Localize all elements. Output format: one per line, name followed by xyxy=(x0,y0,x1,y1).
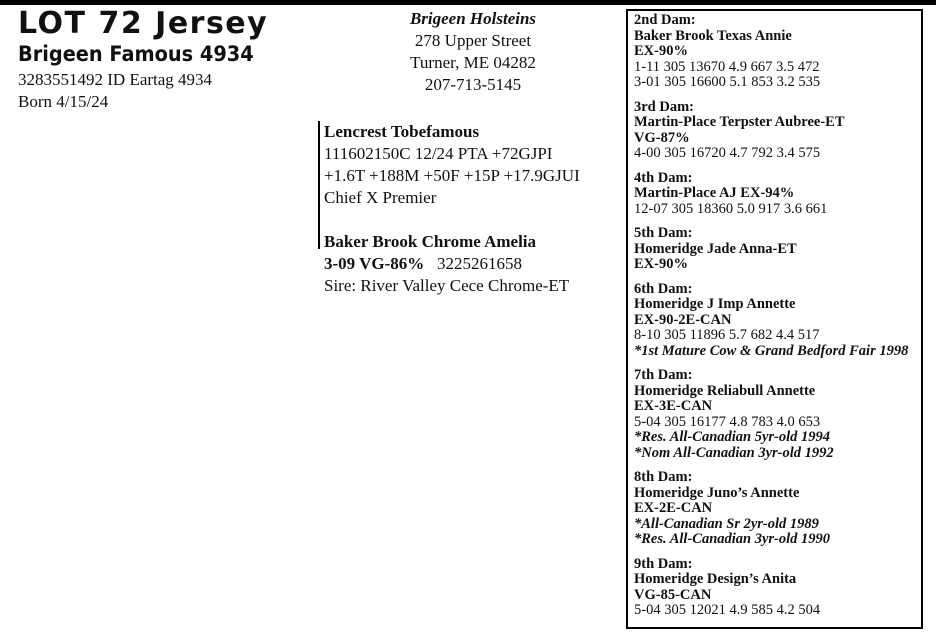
dam-score: VG-87% xyxy=(634,129,690,146)
dam-block xyxy=(324,231,569,297)
dam-heading: 6th Dam: xyxy=(634,280,693,297)
pedigree-bracket xyxy=(318,121,320,249)
dam-classification: 3-09 VG-86% xyxy=(324,254,425,273)
dam-entry xyxy=(634,557,921,619)
dam-entry xyxy=(634,226,921,273)
dam-heading: 5th Dam: xyxy=(634,225,693,241)
dam-record: 1-11 305 13670 4.9 667 3.5 472 xyxy=(634,58,820,75)
dam-entry xyxy=(634,368,921,461)
dam-reg: 3225261658 xyxy=(424,254,523,273)
dam-record: 5-04 305 12021 4.9 585 4.2 504 xyxy=(634,602,821,618)
dam-score: EX-90% xyxy=(634,256,688,272)
dam-entry-name: Homeridge Reliabull Annette xyxy=(634,382,816,399)
lot-title: LOT 72 Jersey xyxy=(18,6,269,41)
dam-entry-name: Homeridge Design’s Anita xyxy=(634,571,797,587)
dam-classification-line xyxy=(324,253,569,275)
dam-score: EX-90-2E-CAN xyxy=(634,311,732,328)
sire-name: Lencrest Tobefamous xyxy=(324,122,480,141)
dam-record: 4-00 305 16720 4.7 792 3.4 575 xyxy=(634,145,821,161)
dam-score: VG-85-CAN xyxy=(634,586,712,603)
dam-award-note: *All-Canadian Sr 2yr-old 1989 xyxy=(634,515,819,532)
sire-line-3: Chief X Premier xyxy=(324,188,437,207)
dam-award-note: *Res. All-Canadian 5yr-old 1994 xyxy=(634,429,831,445)
dam-award-note: *Res. All-Canadian 3yr-old 1990 xyxy=(634,531,831,547)
owner-name: Brigeen Holsteins xyxy=(409,9,537,28)
dam-entry-name: Baker Brook Texas Annie xyxy=(634,27,792,44)
dam-entry-name: Martin-Place AJ EX-94% xyxy=(634,185,795,201)
dam-score: EX-3E-CAN xyxy=(634,398,713,414)
top-rule xyxy=(0,0,936,5)
dam-record: 12-07 305 18360 5.0 917 3.6 661 xyxy=(634,200,828,217)
dam-entry xyxy=(634,13,921,91)
dam-name: Baker Brook Chrome Amelia xyxy=(324,232,537,251)
dam-heading: 8th Dam: xyxy=(634,469,693,485)
dam-heading: 3rd Dam: xyxy=(634,98,695,115)
dam-heading: 2nd Dam: xyxy=(634,12,696,28)
dam-record: 8-10 305 11896 5.7 682 4.4 517 xyxy=(634,327,820,343)
sire-block xyxy=(324,121,580,209)
maternal-line-box xyxy=(626,9,923,629)
sire-line-2: +1.6T +188M +50F +15P +17.9GJUI xyxy=(324,166,580,185)
owner-phone: 207-713-5145 xyxy=(424,75,522,94)
dam-award-note: *1st Mature Cow & Grand Bedford Fair 1998 xyxy=(634,342,909,359)
sire-line-1: 111602150C 12/24 PTA +72GJPI xyxy=(324,144,553,163)
owner-street: 278 Upper Street xyxy=(414,31,532,50)
dam-award-note: *Nom All-Canadian 3yr-old 1992 xyxy=(634,444,834,461)
dam-entry-name: Homeridge Juno’s Annette xyxy=(634,484,800,501)
owner-city: Turner, ME 04282 xyxy=(410,53,536,72)
dam-score: EX-90% xyxy=(634,43,688,59)
registration-line: 3283551492 ID Eartag 4934 xyxy=(18,70,213,89)
dam-entry-name: Homeridge Jade Anna-ET xyxy=(634,240,797,257)
dam-score: EX-2E-CAN xyxy=(634,500,713,516)
born-date: Born 4/15/24 xyxy=(18,92,109,111)
dam-heading: 7th Dam: xyxy=(634,367,693,383)
dam-entry-name: Homeridge J Imp Annette xyxy=(634,296,796,312)
dam-record: 5-04 305 16177 4.8 783 4.0 653 xyxy=(634,413,821,430)
dam-entry xyxy=(634,100,921,162)
dam-entry xyxy=(634,171,921,218)
dam-record: 3-01 305 16600 5.1 853 3.2 535 xyxy=(634,74,821,90)
dam-heading: 9th Dam: xyxy=(634,555,693,572)
animal-name: Brigeen Famous 4934 xyxy=(18,42,254,66)
dam-entry xyxy=(634,282,921,360)
owner-block xyxy=(388,8,558,96)
dam-sire-line: Sire: River Valley Cece Chrome-ET xyxy=(324,276,570,295)
dam-heading: 4th Dam: xyxy=(634,169,693,186)
dam-entry xyxy=(634,470,921,548)
dam-entry-name: Martin-Place Terpster Aubree-ET xyxy=(634,114,845,130)
